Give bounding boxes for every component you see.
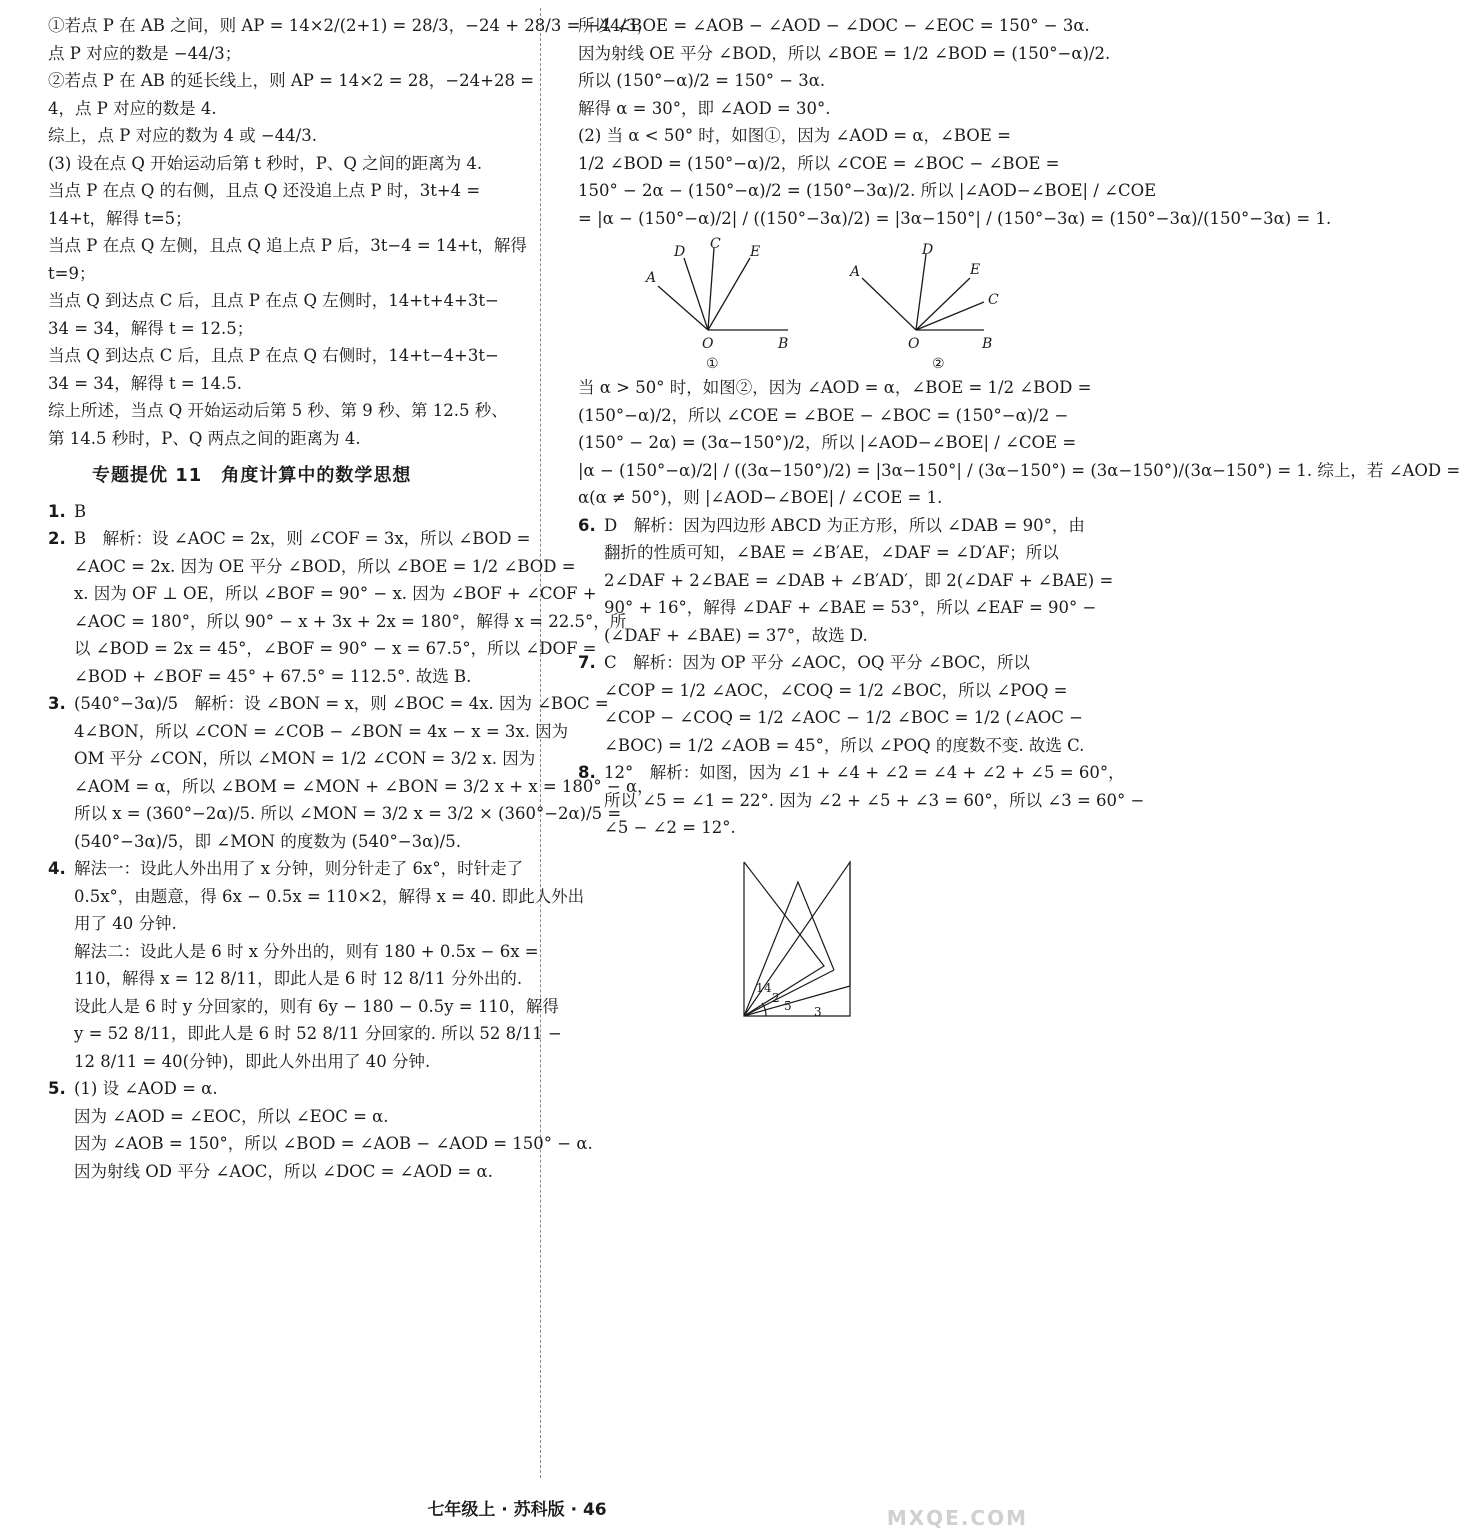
text-line: 所以 ∠5 = ∠1 = 22°. 因为 ∠2 + ∠5 + ∠3 = 60°，所以 ∠3 = 60° −: [604, 790, 1145, 810]
label-b: B: [982, 336, 993, 352]
text-line: 设此人是 6 时 y 分回家的，则有 6y − 180 − 0.5y = 110，解得: [74, 996, 559, 1016]
text-line: ∠AOC = 180°，所以 90° − x + 3x + 2x = 180°，解得 x = 22.5°，所: [74, 611, 627, 631]
figure-1-caption: ①: [706, 356, 719, 372]
ray-oe: [916, 278, 970, 330]
ray-od: [916, 254, 926, 330]
text-line: 4，点 P 对应的数是 4.: [48, 98, 217, 118]
text-line: C 解析：因为 OP 平分 ∠AOC，OQ 平分 ∠BOC，所以: [604, 653, 1030, 672]
right-continuation: [578, 12, 1332, 232]
ray-oc: [916, 302, 984, 330]
label-o: O: [702, 336, 714, 352]
text-line: 用了 40 分钟.: [74, 914, 177, 933]
text-line: 12 8/11 = 40(分钟)，即此人外出用了 40 分钟.: [74, 1051, 431, 1071]
left-continuation: [48, 12, 654, 452]
text-line: 当点 P 在点 Q 左侧，且点 Q 追上点 P 后，3t−4 = 14+t，解得: [48, 236, 527, 255]
right-answer-list: [578, 512, 1145, 842]
label-b: B: [778, 336, 789, 352]
answer-item: [48, 498, 530, 526]
watermark: MXQE.COM: [886, 1506, 1028, 1530]
text-line: 0.5x°，由题意，得 6x − 0.5x = 110×2，解得 x = 40. 即此人外出: [74, 886, 585, 906]
answer-number: 3.: [48, 694, 66, 713]
label-e: E: [750, 244, 761, 260]
text-line: 因为 ∠AOB = 150°，所以 ∠BOD = ∠AOB − ∠AOD = 150° − α.: [74, 1134, 593, 1153]
answer-number: 7.: [578, 653, 596, 672]
column-divider: [540, 8, 541, 1478]
text-line: 当 α > 50° 时，如图②，因为 ∠AOD = α，∠BOE = 1/2 ∠BOD =: [578, 378, 1092, 397]
angle-label-2: 2: [772, 990, 780, 1005]
answer-item: [578, 759, 1145, 842]
text-line: ∠COP = 1/2 ∠AOC，∠COQ = 1/2 ∠BOC，所以 ∠POQ =: [604, 680, 1068, 700]
text-line: B: [74, 501, 87, 521]
figure-2-caption: ②: [932, 356, 945, 372]
angle-label-3: 3: [814, 1004, 822, 1019]
text-line: 翻折的性质可知，∠BAE = ∠B′AE，∠DAF = ∠D′AF；所以: [604, 543, 1059, 562]
text-line: α(α ≠ 50°)，则 |∠AOD−∠BOE| / ∠COE = 1.: [578, 488, 943, 507]
text-line: ∠5 − ∠2 = 12°.: [604, 818, 736, 837]
ray-oc: [708, 248, 714, 330]
text-line: = |α − (150°−α)/2| / ((150°−3α)/2) = |3α−150°| / (150°−3α) = (150°−3α)/(150°−3α) = 1.: [578, 208, 1332, 228]
text-line: |α − (150°−α)/2| / ((3α−150°)/2) = |3α−150°| / (3α−150°) = (3α−150°)/(3α−150°) = 1. 综上，若 ∠AOD =: [578, 460, 1460, 480]
answer-item: [578, 512, 1114, 650]
text-line: 所以 x = (360°−2α)/5. 所以 ∠MON = 3/2 x = 3/2 × (360°−2α)/5 =: [74, 804, 622, 823]
text-line: ∠BOD + ∠BOF = 45° + 67.5° = 112.5°. 故选 B.: [74, 666, 472, 686]
page-footer: 七年级上 · 苏科版 · 46: [427, 1500, 607, 1520]
text-line: ∠AOM = α，所以 ∠BOM = ∠MON + ∠BON = 3/2 x + x = 180° − α，: [74, 776, 654, 796]
text-line: 第 14.5 秒时，P、Q 两点之间的距离为 4.: [48, 428, 361, 448]
angle-label-1: 1: [756, 980, 764, 995]
text-line: 解得 α = 30°，即 ∠AOD = 30°.: [578, 98, 831, 118]
text-line: (3) 设在点 Q 开始运动后第 t 秒时，P、Q 之间的距离为 4.: [48, 153, 483, 173]
text-line: 所以 ∠BOE = ∠AOB − ∠AOD − ∠DOC − ∠EOC = 150° − 3α.: [578, 16, 1090, 35]
answer-item: [48, 690, 654, 855]
text-line: ∠COP − ∠COQ = 1/2 ∠AOC − 1/2 ∠BOC = 1/2 (∠AOC −: [604, 708, 1083, 727]
answer-number: 2.: [48, 529, 66, 548]
answer-number: 5.: [48, 1079, 66, 1098]
answer-number: 4.: [48, 859, 66, 878]
text-line: 34 = 34，解得 t = 12.5；: [48, 318, 254, 338]
label-a: A: [646, 270, 657, 286]
text-line: 综上所述，当点 Q 开始运动后第 5 秒、第 9 秒、第 12.5 秒、: [48, 401, 508, 420]
text-line: 150° − 2α − (150°−α)/2 = (150°−3α)/2. 所以 |∠AOD−∠BOE| / ∠COE: [578, 181, 1157, 200]
text-line: (2) 当 α < 50° 时，如图①，因为 ∠AOD = α，∠BOE =: [578, 126, 1011, 145]
answer-number: 6.: [578, 515, 596, 535]
angle-figures: [598, 236, 1018, 372]
right-continuation-2: [578, 374, 1460, 512]
text-line: D 解析：因为四边形 ABCD 为正方形，所以 ∠DAB = 90°，由: [604, 515, 1085, 535]
text-line: 综上，点 P 对应的数为 4 或 −44/3.: [48, 126, 317, 145]
answer-item: [48, 855, 585, 1075]
answer-number: 8.: [578, 763, 596, 782]
answer-number: 1.: [48, 501, 66, 521]
ray-oe: [708, 258, 750, 330]
text-line: B 解析：设 ∠AOC = 2x，则 ∠COF = 3x，所以 ∠BOD =: [74, 529, 531, 548]
label-d: D: [922, 242, 934, 258]
text-line: y = 52 8/11，即此人是 6 时 52 8/11 分回家的. 所以 52 8/11 −: [74, 1024, 562, 1043]
text-line: 34 = 34，解得 t = 14.5.: [48, 373, 242, 393]
text-line: (∠DAF + ∠BAE) = 37°，故选 D.: [604, 625, 868, 645]
left-column: [48, 12, 654, 1185]
text-line: 因为射线 OD 平分 ∠AOC，所以 ∠DOC = ∠AOD = α.: [74, 1161, 493, 1181]
text-line: 4∠BON，所以 ∠CON = ∠COB − ∠BON = 4x − x = 3x. 因为: [74, 721, 569, 741]
text-line: (540°−3α)/5，即 ∠MON 的度数为 (540°−3α)/5.: [74, 831, 461, 851]
section-title: 专题提优 11 角度计算中的数学思想: [92, 465, 412, 486]
text-line: t=9；: [48, 263, 96, 283]
text-line: 90° + 16°，解得 ∠DAF + ∠BAE = 53°，所以 ∠EAF = 90° −: [604, 598, 1097, 617]
text-line: x. 因为 OF ⊥ OE，所以 ∠BOF = 90° − x. 因为 ∠BOF + ∠COF +: [74, 584, 597, 603]
text-line: ①若点 P 在 AB 之间，则 AP = 14×2/(2+1) = 28/3，−24 + 28/3 = −44/3，: [48, 16, 654, 35]
text-line: 因为 ∠AOD = ∠EOC，所以 ∠EOC = α.: [74, 1106, 389, 1126]
angle-label-4: 4: [764, 980, 772, 995]
text-line: 解法一：设此人外出用了 x 分钟，则分针走了 6x°，时针走了: [74, 859, 524, 878]
text-line: 2∠DAF + 2∠BAE = ∠DAB + ∠B′AD′，即 2(∠DAF + ∠BAE) =: [604, 570, 1114, 590]
answer-item: [48, 1075, 593, 1185]
text-line: 解法二：设此人是 6 时 x 分外出的，则有 180 + 0.5x − 6x =: [74, 941, 539, 961]
text-line: 以 ∠BOD = 2x = 45°，∠BOF = 90° − x = 67.5°，所以 ∠DOF =: [74, 639, 597, 658]
text-line: 1/2 ∠BOD = (150°−α)/2，所以 ∠COE = ∠BOC − ∠BOE =: [578, 153, 1060, 173]
triangle-ruler-figure: [728, 856, 858, 1036]
figure-2: [862, 254, 984, 330]
label-o: O: [908, 336, 920, 352]
answer-item: [48, 525, 627, 690]
text-line: 点 P 对应的数是 −44/3；: [48, 43, 242, 63]
text-line: 14+t，解得 t=5；: [48, 208, 192, 228]
text-line: (1) 设 ∠AOD = α.: [74, 1079, 218, 1098]
text-line: 110，解得 x = 12 8/11，即此人是 6 时 12 8/11 分外出的.: [74, 969, 523, 988]
text-line: ②若点 P 在 AB 的延长线上，则 AP = 14×2 = 28，−24+28 =: [48, 71, 535, 90]
right-column: [578, 12, 1460, 1036]
left-answer-list: [48, 498, 654, 1186]
text-line: (150° − 2α) = (3α−150°)/2，所以 |∠AOD−∠BOE| / ∠COE =: [578, 433, 1077, 452]
text-line: 当点 P 在点 Q 的右侧，且点 Q 还没追上点 P 时，3t+4 =: [48, 181, 481, 200]
text-line: ∠BOC) = 1/2 ∠AOB = 45°，所以 ∠POQ 的度数不变. 故选 C.: [604, 735, 1085, 755]
label-c: C: [988, 292, 999, 308]
text-line: ∠AOC = 2x. 因为 OE 平分 ∠BOD，所以 ∠BOE = 1/2 ∠BOD =: [74, 556, 576, 576]
text-line: 当点 Q 到达点 C 后，且点 P 在点 Q 右侧时，14+t−4+3t−: [48, 346, 499, 365]
text-line: 12° 解析：如图，因为 ∠1 + ∠4 + ∠2 = ∠4 + ∠2 + ∠5 = 60°，: [604, 763, 1125, 782]
label-a: A: [850, 264, 861, 280]
label-e: E: [970, 262, 981, 278]
text-line: 当点 Q 到达点 C 后，且点 P 在点 Q 左侧时，14+t+4+3t−: [48, 291, 499, 310]
text-line: (540°−3α)/5 解析：设 ∠BON = x，则 ∠BOC = 4x. 因为 ∠BOC =: [74, 694, 609, 713]
label-c: C: [710, 236, 721, 252]
text-line: 因为射线 OE 平分 ∠BOD，所以 ∠BOE = 1/2 ∠BOD = (150°−α)/2.: [578, 43, 1111, 63]
angle-label-5: 5: [784, 998, 792, 1013]
figure-1: [658, 248, 788, 330]
text-line: (150°−α)/2，所以 ∠COE = ∠BOE − ∠BOC = (150°−α)/2 −: [578, 405, 1069, 425]
label-d: D: [674, 244, 686, 260]
ray-oa: [862, 278, 916, 330]
text-line: 所以 (150°−α)/2 = 150° − 3α.: [578, 71, 826, 90]
text-line: OM 平分 ∠CON，所以 ∠MON = 1/2 ∠CON = 3/2 x. 因为: [74, 749, 536, 768]
answer-item: [578, 649, 1085, 759]
